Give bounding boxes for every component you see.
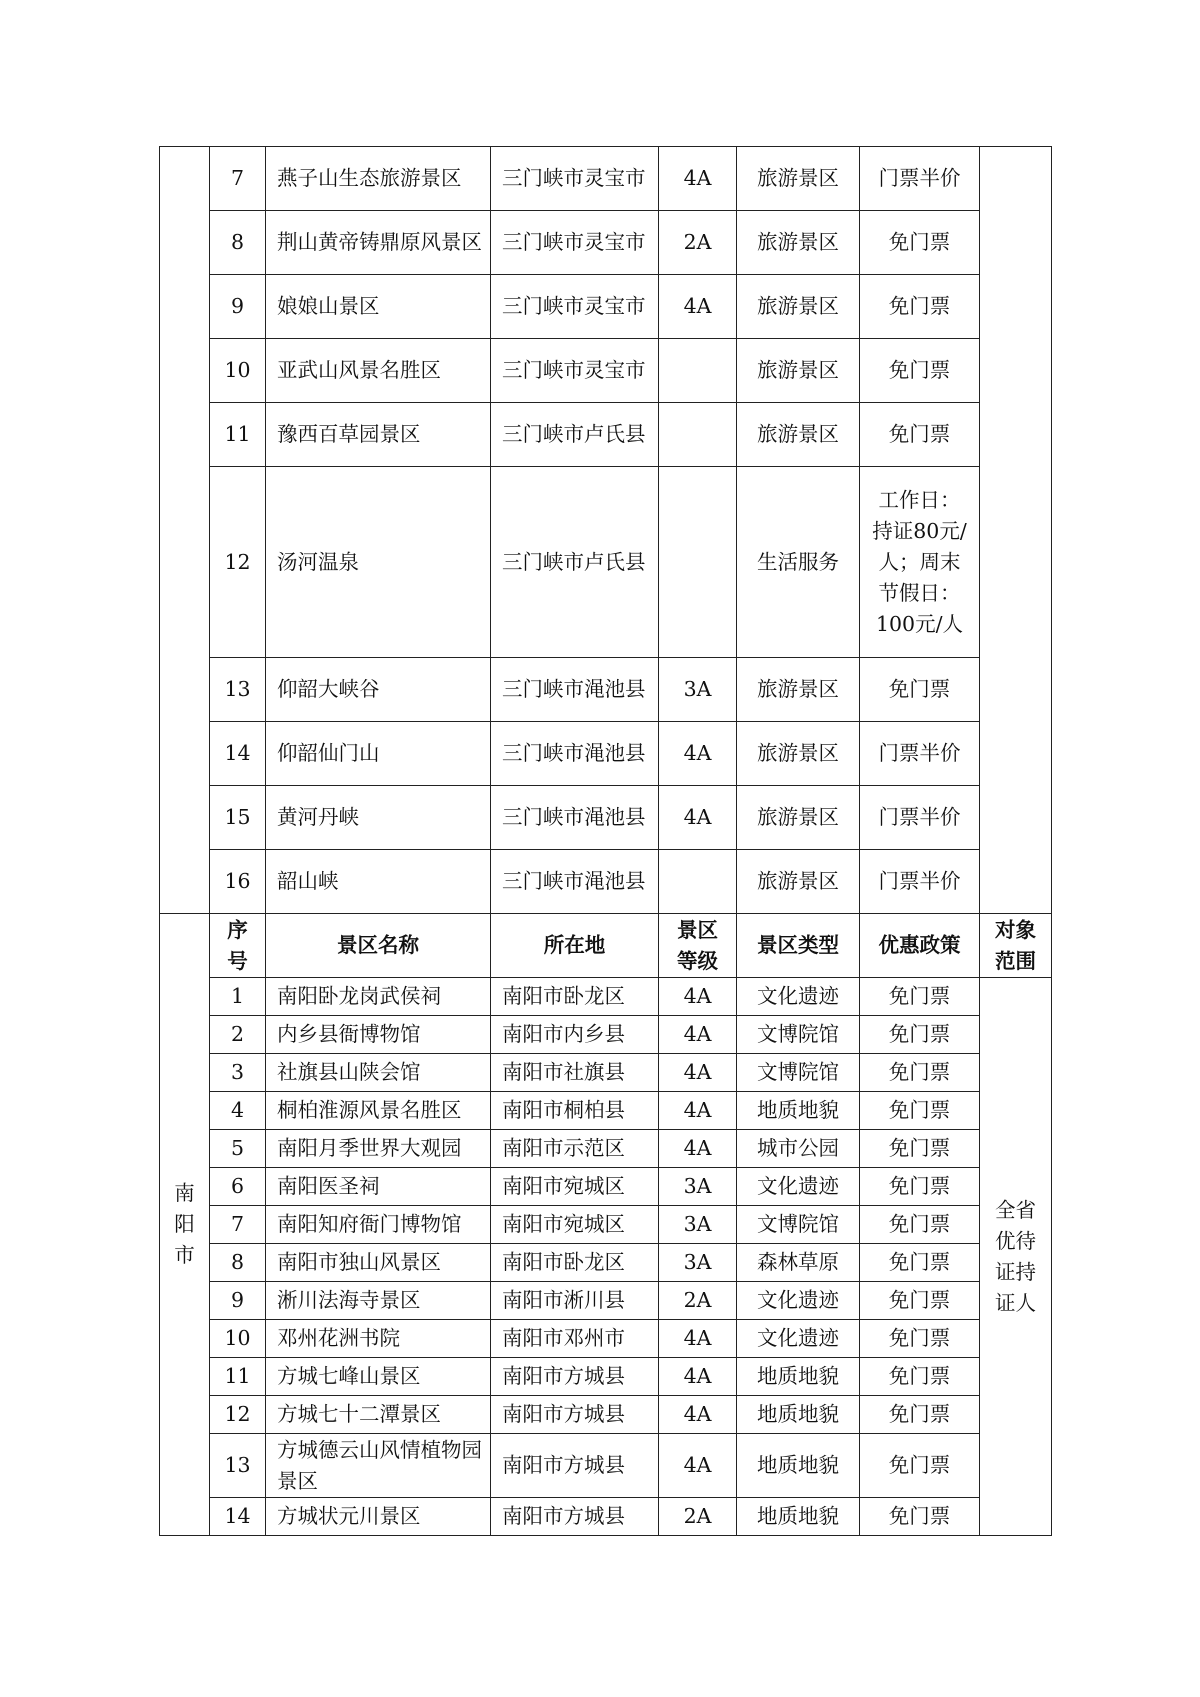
scenic-type: 旅游景区 [737, 275, 860, 339]
table-header-row [160, 914, 1052, 978]
scenic-level: 4A [659, 1434, 737, 1498]
table-row [160, 1320, 1052, 1358]
scenic-level: 4A [659, 1054, 737, 1092]
discount-policy: 免门票 [860, 1168, 980, 1206]
table-row [160, 339, 1052, 403]
scenic-type: 地质地貌 [737, 1396, 860, 1434]
scenic-name: 内乡县衙博物馆 [266, 1016, 491, 1054]
scenic-level [659, 339, 737, 403]
row-number: 13 [210, 658, 266, 722]
discount-policy: 门票半价 [860, 722, 980, 786]
scope-cell: 全省优待证持证人 [980, 978, 1052, 1536]
location: 三门峡市灵宝市 [491, 211, 659, 275]
header-name: 景区名称 [266, 914, 491, 978]
location: 三门峡市渑池县 [491, 850, 659, 914]
location: 南阳市卧龙区 [491, 978, 659, 1016]
row-number: 8 [210, 1244, 266, 1282]
discount-policy: 免门票 [860, 339, 980, 403]
scenic-name: 南阳医圣祠 [266, 1168, 491, 1206]
location: 三门峡市卢氏县 [491, 403, 659, 467]
scenic-name: 方城状元川景区 [266, 1498, 491, 1536]
scenic-level: 4A [659, 1016, 737, 1054]
scenic-type: 文化遗迹 [737, 1320, 860, 1358]
row-number: 9 [210, 1282, 266, 1320]
scenic-name: 方城德云山风情植物园景区 [266, 1434, 491, 1498]
discount-policy: 工作日：持证80元/人；周末节假日：100元/人 [860, 467, 980, 658]
scenic-type: 文博院馆 [737, 1206, 860, 1244]
discount-policy: 免门票 [860, 1130, 980, 1168]
table-row [160, 1244, 1052, 1282]
header-no: 序号 [210, 914, 266, 978]
scenic-name: 亚武山风景名胜区 [266, 339, 491, 403]
scenic-name: 桐柏淮源风景名胜区 [266, 1092, 491, 1130]
scenic-level: 4A [659, 1130, 737, 1168]
table-row [160, 1092, 1052, 1130]
scenic-name: 仰韶仙门山 [266, 722, 491, 786]
scenic-name: 方城七十二潭景区 [266, 1396, 491, 1434]
city-cell: 南阳市 [160, 914, 210, 1536]
scenic-level: 3A [659, 658, 737, 722]
discount-policy: 免门票 [860, 1498, 980, 1536]
scenic-type: 文化遗迹 [737, 1282, 860, 1320]
scenic-name: 邓州花洲书院 [266, 1320, 491, 1358]
discount-policy: 免门票 [860, 1016, 980, 1054]
scenic-type: 地质地貌 [737, 1498, 860, 1536]
location: 三门峡市卢氏县 [491, 467, 659, 658]
table-row [160, 1282, 1052, 1320]
table-row [160, 786, 1052, 850]
discount-policy: 免门票 [860, 275, 980, 339]
location: 南阳市方城县 [491, 1396, 659, 1434]
discount-policy: 免门票 [860, 1282, 980, 1320]
location: 南阳市社旗县 [491, 1054, 659, 1092]
scenic-level: 4A [659, 1320, 737, 1358]
row-number: 12 [210, 467, 266, 658]
discount-policy: 免门票 [860, 1396, 980, 1434]
row-number: 5 [210, 1130, 266, 1168]
scenic-level: 4A [659, 722, 737, 786]
table-row [160, 978, 1052, 1016]
table-row [160, 1358, 1052, 1396]
location: 南阳市宛城区 [491, 1168, 659, 1206]
row-number: 13 [210, 1434, 266, 1498]
scenic-type: 地质地貌 [737, 1092, 860, 1130]
scenic-level: 4A [659, 786, 737, 850]
discount-policy: 门票半价 [860, 786, 980, 850]
location: 南阳市邓州市 [491, 1320, 659, 1358]
city-cell-blank [160, 147, 210, 914]
scenic-type: 旅游景区 [737, 339, 860, 403]
header-location: 所在地 [491, 914, 659, 978]
row-number: 15 [210, 786, 266, 850]
location: 南阳市内乡县 [491, 1016, 659, 1054]
scenic-name: 南阳知府衙门博物馆 [266, 1206, 491, 1244]
discount-policy: 免门票 [860, 1320, 980, 1358]
discount-policy: 免门票 [860, 1358, 980, 1396]
scenic-level: 4A [659, 978, 737, 1016]
scenic-type: 旅游景区 [737, 722, 860, 786]
row-number: 9 [210, 275, 266, 339]
table-row [160, 658, 1052, 722]
row-number: 11 [210, 1358, 266, 1396]
location: 三门峡市渑池县 [491, 722, 659, 786]
scenic-name: 汤河温泉 [266, 467, 491, 658]
location: 南阳市示范区 [491, 1130, 659, 1168]
scenic-type: 森林草原 [737, 1244, 860, 1282]
header-level: 景区等级 [659, 914, 737, 978]
scenic-type: 文博院馆 [737, 1054, 860, 1092]
row-number: 7 [210, 147, 266, 211]
location: 南阳市方城县 [491, 1358, 659, 1396]
scenic-name: 方城七峰山景区 [266, 1358, 491, 1396]
header-policy: 优惠政策 [860, 914, 980, 978]
location: 南阳市方城县 [491, 1434, 659, 1498]
discount-policy: 免门票 [860, 403, 980, 467]
row-number: 12 [210, 1396, 266, 1434]
table-row [160, 1130, 1052, 1168]
row-number: 14 [210, 1498, 266, 1536]
scenic-name: 社旗县山陕会馆 [266, 1054, 491, 1092]
row-number: 11 [210, 403, 266, 467]
discount-policy: 免门票 [860, 1206, 980, 1244]
table-row [160, 1168, 1052, 1206]
scenic-level: 3A [659, 1244, 737, 1282]
table-row [160, 1206, 1052, 1244]
scenic-type: 文化遗迹 [737, 978, 860, 1016]
table-row [160, 722, 1052, 786]
location: 南阳市淅川县 [491, 1282, 659, 1320]
location: 三门峡市渑池县 [491, 658, 659, 722]
discount-policy: 免门票 [860, 1054, 980, 1092]
scenic-level: 3A [659, 1206, 737, 1244]
scenic-type: 生活服务 [737, 467, 860, 658]
scenic-type: 旅游景区 [737, 658, 860, 722]
scenic-level: 4A [659, 147, 737, 211]
scenic-spot-table [159, 146, 1052, 1536]
scenic-type: 文博院馆 [737, 1016, 860, 1054]
scope-cell-blank [980, 147, 1052, 914]
scenic-level: 2A [659, 1498, 737, 1536]
row-number: 1 [210, 978, 266, 1016]
table-row [160, 403, 1052, 467]
row-number: 14 [210, 722, 266, 786]
discount-policy: 门票半价 [860, 850, 980, 914]
location: 三门峡市灵宝市 [491, 147, 659, 211]
scenic-level [659, 850, 737, 914]
table-row [160, 147, 1052, 211]
scenic-name: 黄河丹峡 [266, 786, 491, 850]
scenic-type: 地质地貌 [737, 1434, 860, 1498]
row-number: 6 [210, 1168, 266, 1206]
location: 南阳市桐柏县 [491, 1092, 659, 1130]
row-number: 16 [210, 850, 266, 914]
discount-policy: 免门票 [860, 1434, 980, 1498]
discount-policy: 免门票 [860, 211, 980, 275]
scenic-type: 旅游景区 [737, 403, 860, 467]
row-number: 10 [210, 1320, 266, 1358]
location: 南阳市卧龙区 [491, 1244, 659, 1282]
location: 三门峡市灵宝市 [491, 339, 659, 403]
scenic-type: 地质地貌 [737, 1358, 860, 1396]
row-number: 3 [210, 1054, 266, 1092]
scenic-level [659, 403, 737, 467]
scenic-level: 2A [659, 211, 737, 275]
scenic-type: 城市公园 [737, 1130, 860, 1168]
row-number: 10 [210, 339, 266, 403]
scenic-level [659, 467, 737, 658]
header-type: 景区类型 [737, 914, 860, 978]
location: 南阳市宛城区 [491, 1206, 659, 1244]
scenic-level: 4A [659, 1358, 737, 1396]
table-row [160, 1054, 1052, 1092]
scenic-name: 燕子山生态旅游景区 [266, 147, 491, 211]
scenic-type: 旅游景区 [737, 850, 860, 914]
scenic-name: 仰韶大峡谷 [266, 658, 491, 722]
table-row [160, 211, 1052, 275]
location: 三门峡市渑池县 [491, 786, 659, 850]
scenic-type: 旅游景区 [737, 147, 860, 211]
scenic-type: 旅游景区 [737, 786, 860, 850]
scenic-name: 南阳卧龙岗武侯祠 [266, 978, 491, 1016]
table-row [160, 467, 1052, 658]
location: 南阳市方城县 [491, 1498, 659, 1536]
table-row [160, 1396, 1052, 1434]
scenic-level: 2A [659, 1282, 737, 1320]
scenic-level: 4A [659, 1092, 737, 1130]
scenic-name: 南阳月季世界大观园 [266, 1130, 491, 1168]
table-row [160, 1434, 1052, 1498]
discount-policy: 免门票 [860, 658, 980, 722]
scenic-level: 3A [659, 1168, 737, 1206]
row-number: 2 [210, 1016, 266, 1054]
scenic-name: 韶山峡 [266, 850, 491, 914]
table-row [160, 275, 1052, 339]
discount-policy: 免门票 [860, 1244, 980, 1282]
scenic-name: 南阳市独山风景区 [266, 1244, 491, 1282]
table-row [160, 1016, 1052, 1054]
discount-policy: 门票半价 [860, 147, 980, 211]
scenic-name: 淅川法海寺景区 [266, 1282, 491, 1320]
table-row [160, 850, 1052, 914]
scenic-level: 4A [659, 1396, 737, 1434]
row-number: 4 [210, 1092, 266, 1130]
header-scope: 对象范围 [980, 914, 1052, 978]
scenic-level: 4A [659, 275, 737, 339]
scenic-name: 娘娘山景区 [266, 275, 491, 339]
discount-policy: 免门票 [860, 1092, 980, 1130]
scenic-type: 文化遗迹 [737, 1168, 860, 1206]
row-number: 8 [210, 211, 266, 275]
table-row [160, 1498, 1052, 1536]
row-number: 7 [210, 1206, 266, 1244]
scenic-type: 旅游景区 [737, 211, 860, 275]
discount-policy: 免门票 [860, 978, 980, 1016]
scenic-name: 荆山黄帝铸鼎原风景区 [266, 211, 491, 275]
scenic-name: 豫西百草园景区 [266, 403, 491, 467]
location: 三门峡市灵宝市 [491, 275, 659, 339]
